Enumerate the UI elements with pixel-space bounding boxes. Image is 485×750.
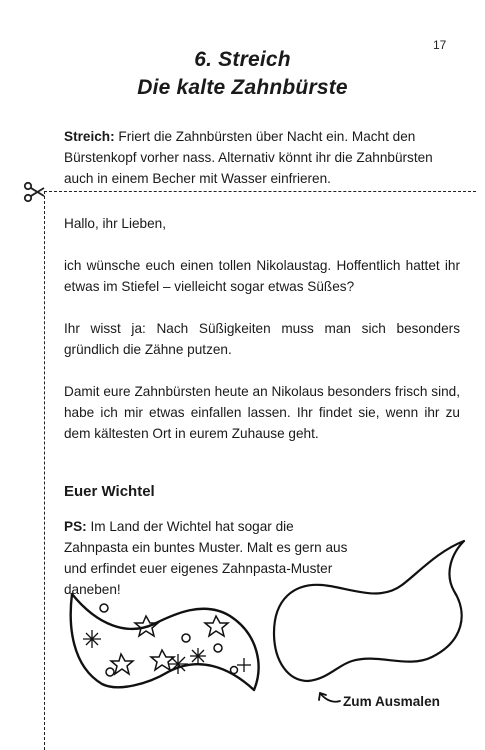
page-title — [0, 46, 485, 102]
ps-text: Im Land der Wichtel hat sogar die Zahnpasta ein buntes Muster. Malt es gern aus und erfindet euer eigenes Zahnpasta-Muster daneben! — [64, 519, 348, 597]
letter-signature: Euer Wichtel — [64, 483, 155, 500]
coloring-label: Zum Ausmalen — [343, 694, 440, 709]
prank-text: Friert die Zahnbürsten über Nacht ein. Macht den Bürstenkopf vorher nass. Alternativ könnt ihr die Zahnbürsten auch in einem Becher mit Wasser einfrieren. — [64, 129, 433, 186]
letter-paragraph: Ihr wisst ja: Nach Süßigkeiten muss man sich besonders gründlich die Zähne putzen. — [64, 321, 460, 357]
cut-line-vertical — [44, 191, 45, 750]
ps-label: PS: — [64, 519, 87, 534]
page-number: 17 — [433, 38, 447, 52]
prank-label: Streich: — [64, 129, 115, 144]
letter-greeting: Hallo, ihr Lieben, — [64, 216, 167, 231]
wichtel-letter — [64, 213, 460, 465]
scissors-icon — [22, 180, 46, 204]
patterned-toothpaste-illustration — [58, 586, 273, 696]
letter-paragraph: ich wünsche euch einen tollen Nikolaustag. Hoffentlich hattet ihr etwas im Stiefel – vielleicht sogar etwas Süßes? — [64, 258, 460, 294]
cut-line-horizontal — [44, 191, 476, 192]
blank-toothpaste-outline — [268, 537, 468, 687]
letter-paragraph: Damit eure Zahnbürsten heute an Nikolaus besonders frisch sind, habe ich mir etwas einfallen lassen. Ihr findet sie, wenn ihr zu dem kältesten Ort in eurem Zuhause geht. — [64, 384, 460, 441]
title-line-1: 6. Streich — [194, 48, 291, 71]
prank-instructions — [64, 126, 454, 189]
arrow-icon — [314, 685, 344, 709]
title-line-2: Die kalte Zahnbürste — [137, 76, 348, 99]
